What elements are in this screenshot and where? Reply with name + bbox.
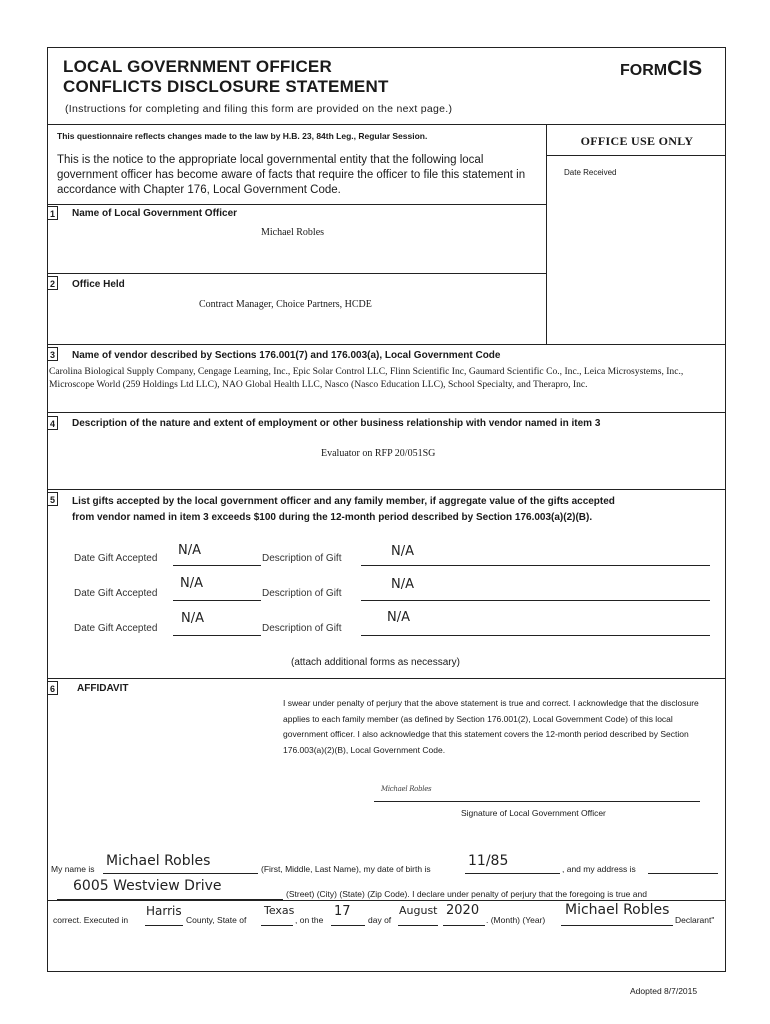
description-gift-line — [361, 635, 710, 636]
date-gift-line — [173, 565, 261, 566]
name-line — [103, 873, 258, 874]
gift-description-value: N/A — [391, 577, 414, 592]
declarant-name-value: Michael Robles — [106, 853, 211, 869]
notice-text: This is the notice to the appropriate local governmental entity that the following local government officer has become aware of facts that require the officer to file this statement in accordance with Chapter 176, Local Government Code. — [57, 154, 526, 196]
section-1-label: Name of Local Government Officer — [72, 208, 238, 219]
section-3-label: Name of vendor described by Sections 176.001(7) and 176.003(a), Local Government Code — [72, 350, 501, 361]
rule — [47, 678, 726, 679]
title-line-2: CONFLICTS DISCLOSURE STATEMENT — [63, 77, 389, 96]
day-line — [331, 925, 365, 926]
year-value: 2020 — [446, 903, 480, 918]
section-3-number: 3 — [47, 347, 58, 361]
county-state-label: County, State of — [186, 915, 247, 925]
month-value: August — [399, 904, 438, 917]
address-line — [57, 899, 283, 900]
date-received-label: Date Received — [564, 168, 617, 177]
description-gift-label: Description of Gift — [262, 553, 342, 564]
address-is-line — [648, 873, 718, 874]
description-gift-line — [361, 600, 710, 601]
rule — [47, 489, 726, 490]
date-gift-label: Date Gift Accepted — [74, 588, 158, 599]
day-of-label: day of — [368, 915, 392, 925]
declarant-label: Declarant" — [675, 915, 715, 925]
county-line — [145, 925, 183, 926]
address-parts-label: (Street) (City) (State) (Zip Code). I declare under penalty of perjury that the foregoing is true and — [286, 889, 647, 899]
date-gift-label: Date Gift Accepted — [74, 553, 158, 564]
form-code-value: CIS — [667, 57, 703, 80]
office-use-only: OFFICE USE ONLY — [580, 134, 694, 148]
attach-note: (attach additional forms as necessary) — [291, 657, 460, 668]
affidavit-label: AFFIDAVIT — [77, 683, 129, 694]
section-1-number: 1 — [47, 206, 58, 220]
declarant-line — [561, 925, 673, 926]
officer-signature: Michael Robles — [381, 785, 432, 793]
form-title — [63, 57, 389, 97]
rule — [47, 273, 546, 274]
vendor-names-value: Carolina Biological Supply Company, Cengage Learning, Inc., Epic Solar Control LLC, Flinn Scientific Inc, Gaumard Scientific Co., Inc., Leica Microsystems, Inc., Microscope World (259 Holdings Ltd LLC), NAO Global Health LLC, Nasco (Nasco Education LLC), School Specialty, and Therapro, Inc. — [49, 366, 684, 390]
date-gift-line — [173, 635, 261, 636]
gift-description-value: N/A — [391, 544, 414, 559]
office-held-value: Contract Manager, Choice Partners, HCDE — [199, 299, 372, 310]
day-value: 17 — [334, 904, 351, 919]
gift-date-value: N/A — [181, 611, 204, 626]
officer-name-value: Michael Robles — [261, 227, 325, 238]
address-value: 6005 Westview Drive — [73, 878, 222, 894]
rule — [47, 124, 726, 125]
rule — [47, 344, 726, 345]
instructions-note: (Instructions for completing and filing this form are provided on the next page.) — [65, 103, 453, 115]
date-gift-line — [173, 600, 261, 601]
section-4-label: Description of the nature and extent of employment or other business relationship with vendor named in item 3 — [72, 418, 601, 429]
rule — [47, 204, 546, 205]
month-year-label: . (Month) (Year) — [486, 915, 546, 925]
declarant-signature-value: Michael Robles — [565, 902, 670, 918]
section-5-number: 5 — [47, 492, 58, 506]
gift-description-value: N/A — [387, 610, 410, 625]
state-value: Texas — [264, 904, 295, 917]
on-the-label: , on the — [295, 915, 324, 925]
description-gift-label: Description of Gift — [262, 588, 342, 599]
state-line — [261, 925, 293, 926]
section-5-label-line-1: List gifts accepted by the local government officer and any family member, if aggregate value of the gifts accepted — [72, 496, 615, 507]
gift-date-value: N/A — [178, 543, 201, 558]
description-gift-line — [361, 565, 710, 566]
adopted-date: Adopted 8/7/2015 — [630, 986, 698, 996]
date-gift-label: Date Gift Accepted — [74, 623, 158, 634]
description-gift-label: Description of Gift — [262, 623, 342, 634]
address-is-label: , and my address is — [562, 864, 636, 874]
section-4-number: 4 — [47, 416, 58, 430]
form-code — [620, 57, 702, 81]
rule — [47, 412, 726, 413]
signature-caption: Signature of Local Government Officer — [461, 808, 606, 818]
rule — [47, 900, 726, 901]
section-6-number: 6 — [47, 681, 58, 695]
date-of-birth-value: 11/85 — [468, 853, 509, 869]
dob-line — [465, 873, 560, 874]
signature-line — [374, 801, 700, 802]
title-line-1: LOCAL GOVERNMENT OFFICER — [63, 57, 332, 76]
my-name-is-label: My name is — [51, 864, 95, 874]
section-5-label — [72, 494, 615, 526]
section-2-number: 2 — [47, 276, 58, 290]
rule — [546, 124, 547, 344]
section-2-label: Office Held — [72, 279, 125, 290]
gift-date-value: N/A — [180, 576, 203, 591]
questionnaire-note: This questionnaire reflects changes made to the law by H.B. 23, 84th Leg., Regular Session. — [57, 131, 428, 141]
year-line — [443, 925, 485, 926]
affidavit-statement: I swear under penalty of perjury that the above statement is true and correct. I acknowledge that the disclosure applies to each family member (as defined by Section 176.001(2), Local Government Code) of this local government officer. I also acknowledge that this statement covers the 12-month period described by Section 176.003(a)(2)(B), Local Government Code. — [283, 698, 699, 755]
county-value: Harris — [146, 904, 182, 918]
relationship-description-value: Evaluator on RFP 20/051SG — [321, 448, 436, 459]
name-parts-label: (First, Middle, Last Name), my date of birth is — [261, 864, 431, 874]
section-5-label-line-2: from vendor named in item 3 exceeds $100 during the 12-month period described by Section 176.003(a)(2)(B). — [72, 512, 593, 523]
month-line — [398, 925, 438, 926]
form-prefix: FORM — [620, 62, 668, 79]
executed-in-label: correct. Executed in — [53, 915, 129, 925]
